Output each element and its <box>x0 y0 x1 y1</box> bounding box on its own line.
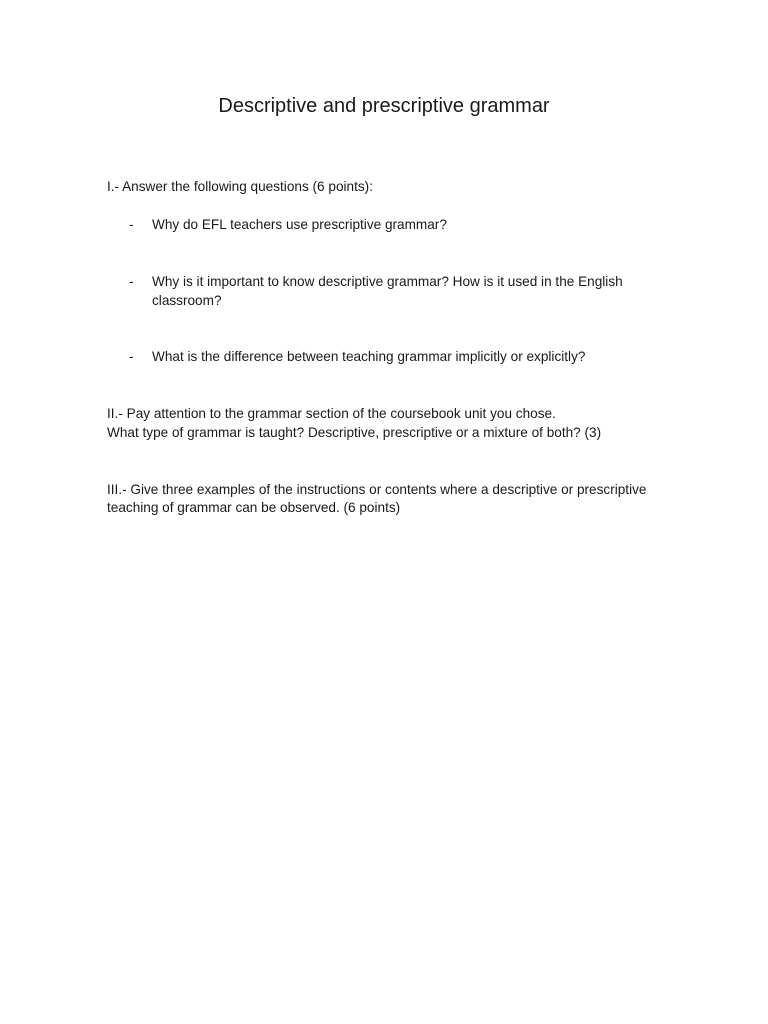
question-text-line-1: Why is it important to know descriptive grammar? How is it used in the English <box>152 274 623 289</box>
question-text-line-2: classroom? <box>152 292 222 308</box>
section-1-heading: I.- Answer the following questions (6 points): <box>107 179 373 194</box>
document-title: Descriptive and prescriptive grammar <box>218 95 550 117</box>
section-3-line-2: teaching of grammar can be observed. (6 points) <box>107 500 401 515</box>
section-2-line-1: II.- Pay attention to the grammar section of the coursebook unit you chose. <box>107 406 556 421</box>
bullet-dash: - <box>129 349 134 364</box>
question-text: Why do EFL teachers use prescriptive grammar? <box>152 217 447 232</box>
bullet-dash: - <box>129 217 134 232</box>
question-text: What is the difference between teaching grammar implicitly or explicitly? <box>152 349 586 364</box>
question-item <box>107 273 667 313</box>
section-3-line-1: III.- Give three examples of the instructions or contents where a descriptive or prescriptive <box>107 482 647 497</box>
section-2-line-2: What type of grammar is taught? Descriptive, prescriptive or a mixture of both? (3) <box>107 425 602 440</box>
bullet-dash: - <box>129 274 134 289</box>
